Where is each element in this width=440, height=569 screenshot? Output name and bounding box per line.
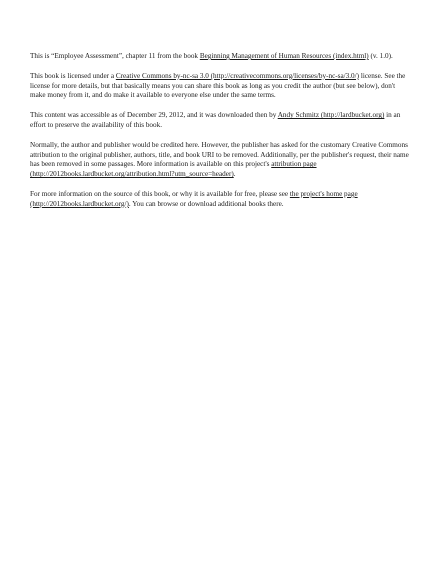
andy-schmitz-link[interactable]: Andy Schmitz (http://lardbucket.org): [277, 111, 385, 120]
project-home-page-link[interactable]: the project's home page (http://2012books.lardbucket.org/): [30, 189, 358, 208]
attribution-end-text: .: [233, 170, 236, 179]
accessibility-paragraph: [30, 111, 412, 131]
license-terms-text: license. See the license for more details, but that basically means you can share this book as long as you credit the author (but see below), don't make money from it, and do make it available to everyone else under the same terms.: [30, 71, 406, 100]
attribution-paragraph: [30, 141, 412, 180]
license-paragraph: [30, 72, 412, 101]
preservation-text: in an effort to preserve the availability of this book.: [30, 111, 401, 129]
attribution-intro-text: Normally, the author and publisher would be credited here. However, the publisher has asked for the customary Creative Commons attribution to the original publisher, authors, title, and book URI to be removed. Additionally, per the publisher's request, their name has been removed in some passages. More information is available on this project's: [30, 140, 409, 169]
more-info-intro-text: For more information on the source of this book, or why it is available for free, please see: [30, 189, 290, 198]
chapter-intro-text: This is “Employee Assessment”, chapter 11 from the book: [30, 52, 200, 60]
chapter-intro-paragraph: [30, 52, 412, 62]
book-title-link[interactable]: Beginning Management of Human Resources (index.html): [199, 52, 369, 60]
document-page: [30, 52, 412, 220]
attribution-page-link[interactable]: attribution page (http://2012books.lardbucket.org/attribution.html?utm_source=header): [30, 160, 317, 179]
version-text: (v. 1.0).: [368, 52, 393, 60]
more-info-paragraph: [30, 190, 412, 210]
license-intro-text: This book is licensed under a: [30, 71, 116, 80]
more-info-end-text: . You can browse or download additional books there.: [128, 199, 284, 208]
accessibility-intro-text: This content was accessible as of December 29, 2012, and it was downloaded then by: [30, 111, 278, 120]
creative-commons-link[interactable]: Creative Commons by-nc-sa 3.0 (http://creativecommons.org/licenses/by-nc-sa/3.0/): [115, 71, 360, 80]
